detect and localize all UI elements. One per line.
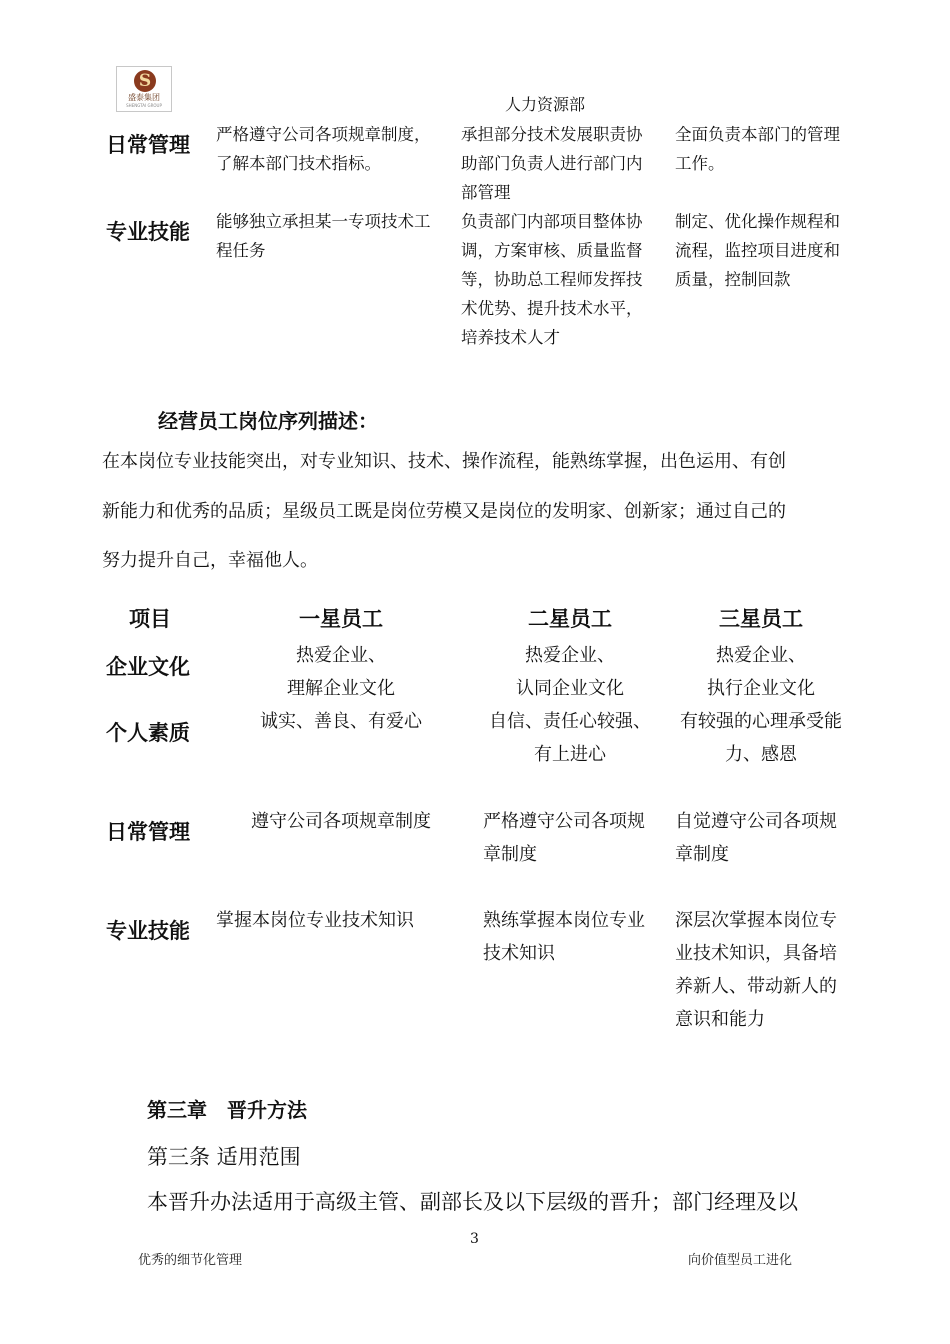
footer-right: 向价值型员工进化 (688, 1253, 793, 1268)
table-cell (241, 805, 441, 838)
cell-line: 流程，监控项目进度和 (675, 241, 840, 260)
cell-line: 力、感恩 (725, 744, 797, 765)
cell-line: 严格遵守公司各项规 (483, 811, 645, 832)
paragraph-line: 在本岗位专业技能突出，对专业知识、技术、操作流程，能熟练掌握，出色运用、有创 (102, 451, 786, 472)
row-label: 企业文化 (106, 655, 190, 679)
column-header: 项目 (129, 607, 171, 631)
table-cell (661, 639, 861, 705)
cell-line: 术优势、提升技术水平， (461, 299, 643, 318)
cell-line: 诚实、善良、有爱心 (260, 711, 422, 732)
table-cell (216, 904, 414, 937)
table-cell (216, 207, 431, 265)
footer-left: 优秀的细节化管理 (138, 1253, 243, 1268)
column-header: 一星员工 (299, 607, 383, 631)
cell-line: 掌握本岗位专业技术知识 (216, 910, 414, 931)
row-label: 专业技能 (106, 919, 190, 943)
article-title: 第三条 适用范围 (147, 1145, 301, 1169)
cell-line: 执行企业文化 (707, 678, 815, 699)
cell-line: 意识和能力 (675, 1009, 765, 1030)
cell-line: 章制度 (483, 844, 537, 865)
cell-line: 遵守公司各项规章制度 (251, 811, 431, 832)
cell-line: 认同企业文化 (516, 678, 624, 699)
body-text: 本晋升办法适用于高级主管、副部长及以下层级的晋升；部门经理及以 (147, 1190, 798, 1214)
row-label: 日常管理 (106, 820, 190, 844)
cell-line: 有上进心 (534, 744, 606, 765)
cell-line: 调，方案审核、质量监督 (461, 241, 643, 260)
logo-mark: S (134, 70, 156, 92)
cell-line: 部管理 (461, 183, 511, 202)
column-header: 三星员工 (719, 607, 803, 631)
cell-line: 自信、责任心较强、 (489, 711, 651, 732)
cell-line: 程任务 (216, 241, 266, 260)
table-cell (675, 904, 837, 1036)
cell-line: 理解企业文化 (287, 678, 395, 699)
cell-line: 热爱企业、 (716, 645, 806, 666)
table-cell (461, 120, 643, 207)
cell-line: 严格遵守公司各项规章制度， (216, 125, 431, 144)
table-cell (241, 639, 441, 705)
table-cell (483, 805, 645, 871)
table-cell (675, 207, 840, 294)
table-cell (461, 207, 643, 352)
table-cell (661, 705, 861, 771)
cell-line: 深层次掌握本岗位专 (675, 910, 837, 931)
cell-line: 质量，控制回款 (675, 270, 791, 289)
cell-line: 业技术知识，具备培 (675, 943, 837, 964)
cell-line: 热爱企业、 (296, 645, 386, 666)
cell-line: 有较强的心理承受能 (680, 711, 842, 732)
logo-text-en: SHENGTAI GROUP (126, 103, 162, 108)
paragraph-line: 努力提升自己，幸福他人。 (102, 550, 318, 571)
row-label: 专业技能 (106, 220, 190, 244)
table-cell (470, 639, 670, 705)
cell-line: 等，协助总工程师发挥技 (461, 270, 643, 289)
cell-line: 承担部分技术发展职责协 (461, 125, 643, 144)
chapter-title: 第三章 晋升方法 (147, 1098, 307, 1122)
row-label: 日常管理 (106, 133, 190, 157)
table-cell (216, 120, 431, 178)
department-name: 人力资源部 (505, 95, 586, 114)
cell-line: 自觉遵守公司各项规 (675, 811, 837, 832)
table-cell (675, 805, 837, 871)
cell-line: 制定、优化操作规程和 (675, 212, 840, 231)
cell-line: 技术知识 (483, 943, 555, 964)
page-number: 3 (470, 1231, 479, 1247)
cell-line: 热爱企业、 (525, 645, 615, 666)
cell-line: 了解本部门技术指标。 (216, 154, 381, 173)
column-header: 二星员工 (528, 607, 612, 631)
table-cell (483, 904, 645, 970)
cell-line: 工作。 (675, 154, 725, 173)
cell-line: 助部门负责人进行部门内 (461, 154, 643, 173)
company-logo (116, 66, 172, 112)
cell-line: 能够独立承担某一专项技术工 (216, 212, 431, 231)
cell-line: 全面负责本部门的管理 (675, 125, 840, 144)
table-cell (470, 705, 670, 771)
cell-line: 养新人、带动新人的 (675, 976, 837, 997)
table-cell (241, 705, 441, 738)
cell-line: 章制度 (675, 844, 729, 865)
paragraph-line: 新能力和优秀的品质；星级员工既是岗位劳模又是岗位的发明家、创新家；通过自己的 (102, 501, 786, 522)
table-cell (675, 120, 840, 178)
cell-line: 培养技术人才 (461, 328, 560, 347)
row-label: 个人素质 (106, 721, 190, 745)
cell-line: 熟练掌握本岗位专业 (483, 910, 645, 931)
logo-text: 盛泰集团 (128, 93, 160, 102)
cell-line: 负责部门内部项目整体协 (461, 212, 643, 231)
section-title: 经营员工岗位序列描述： (158, 409, 378, 433)
